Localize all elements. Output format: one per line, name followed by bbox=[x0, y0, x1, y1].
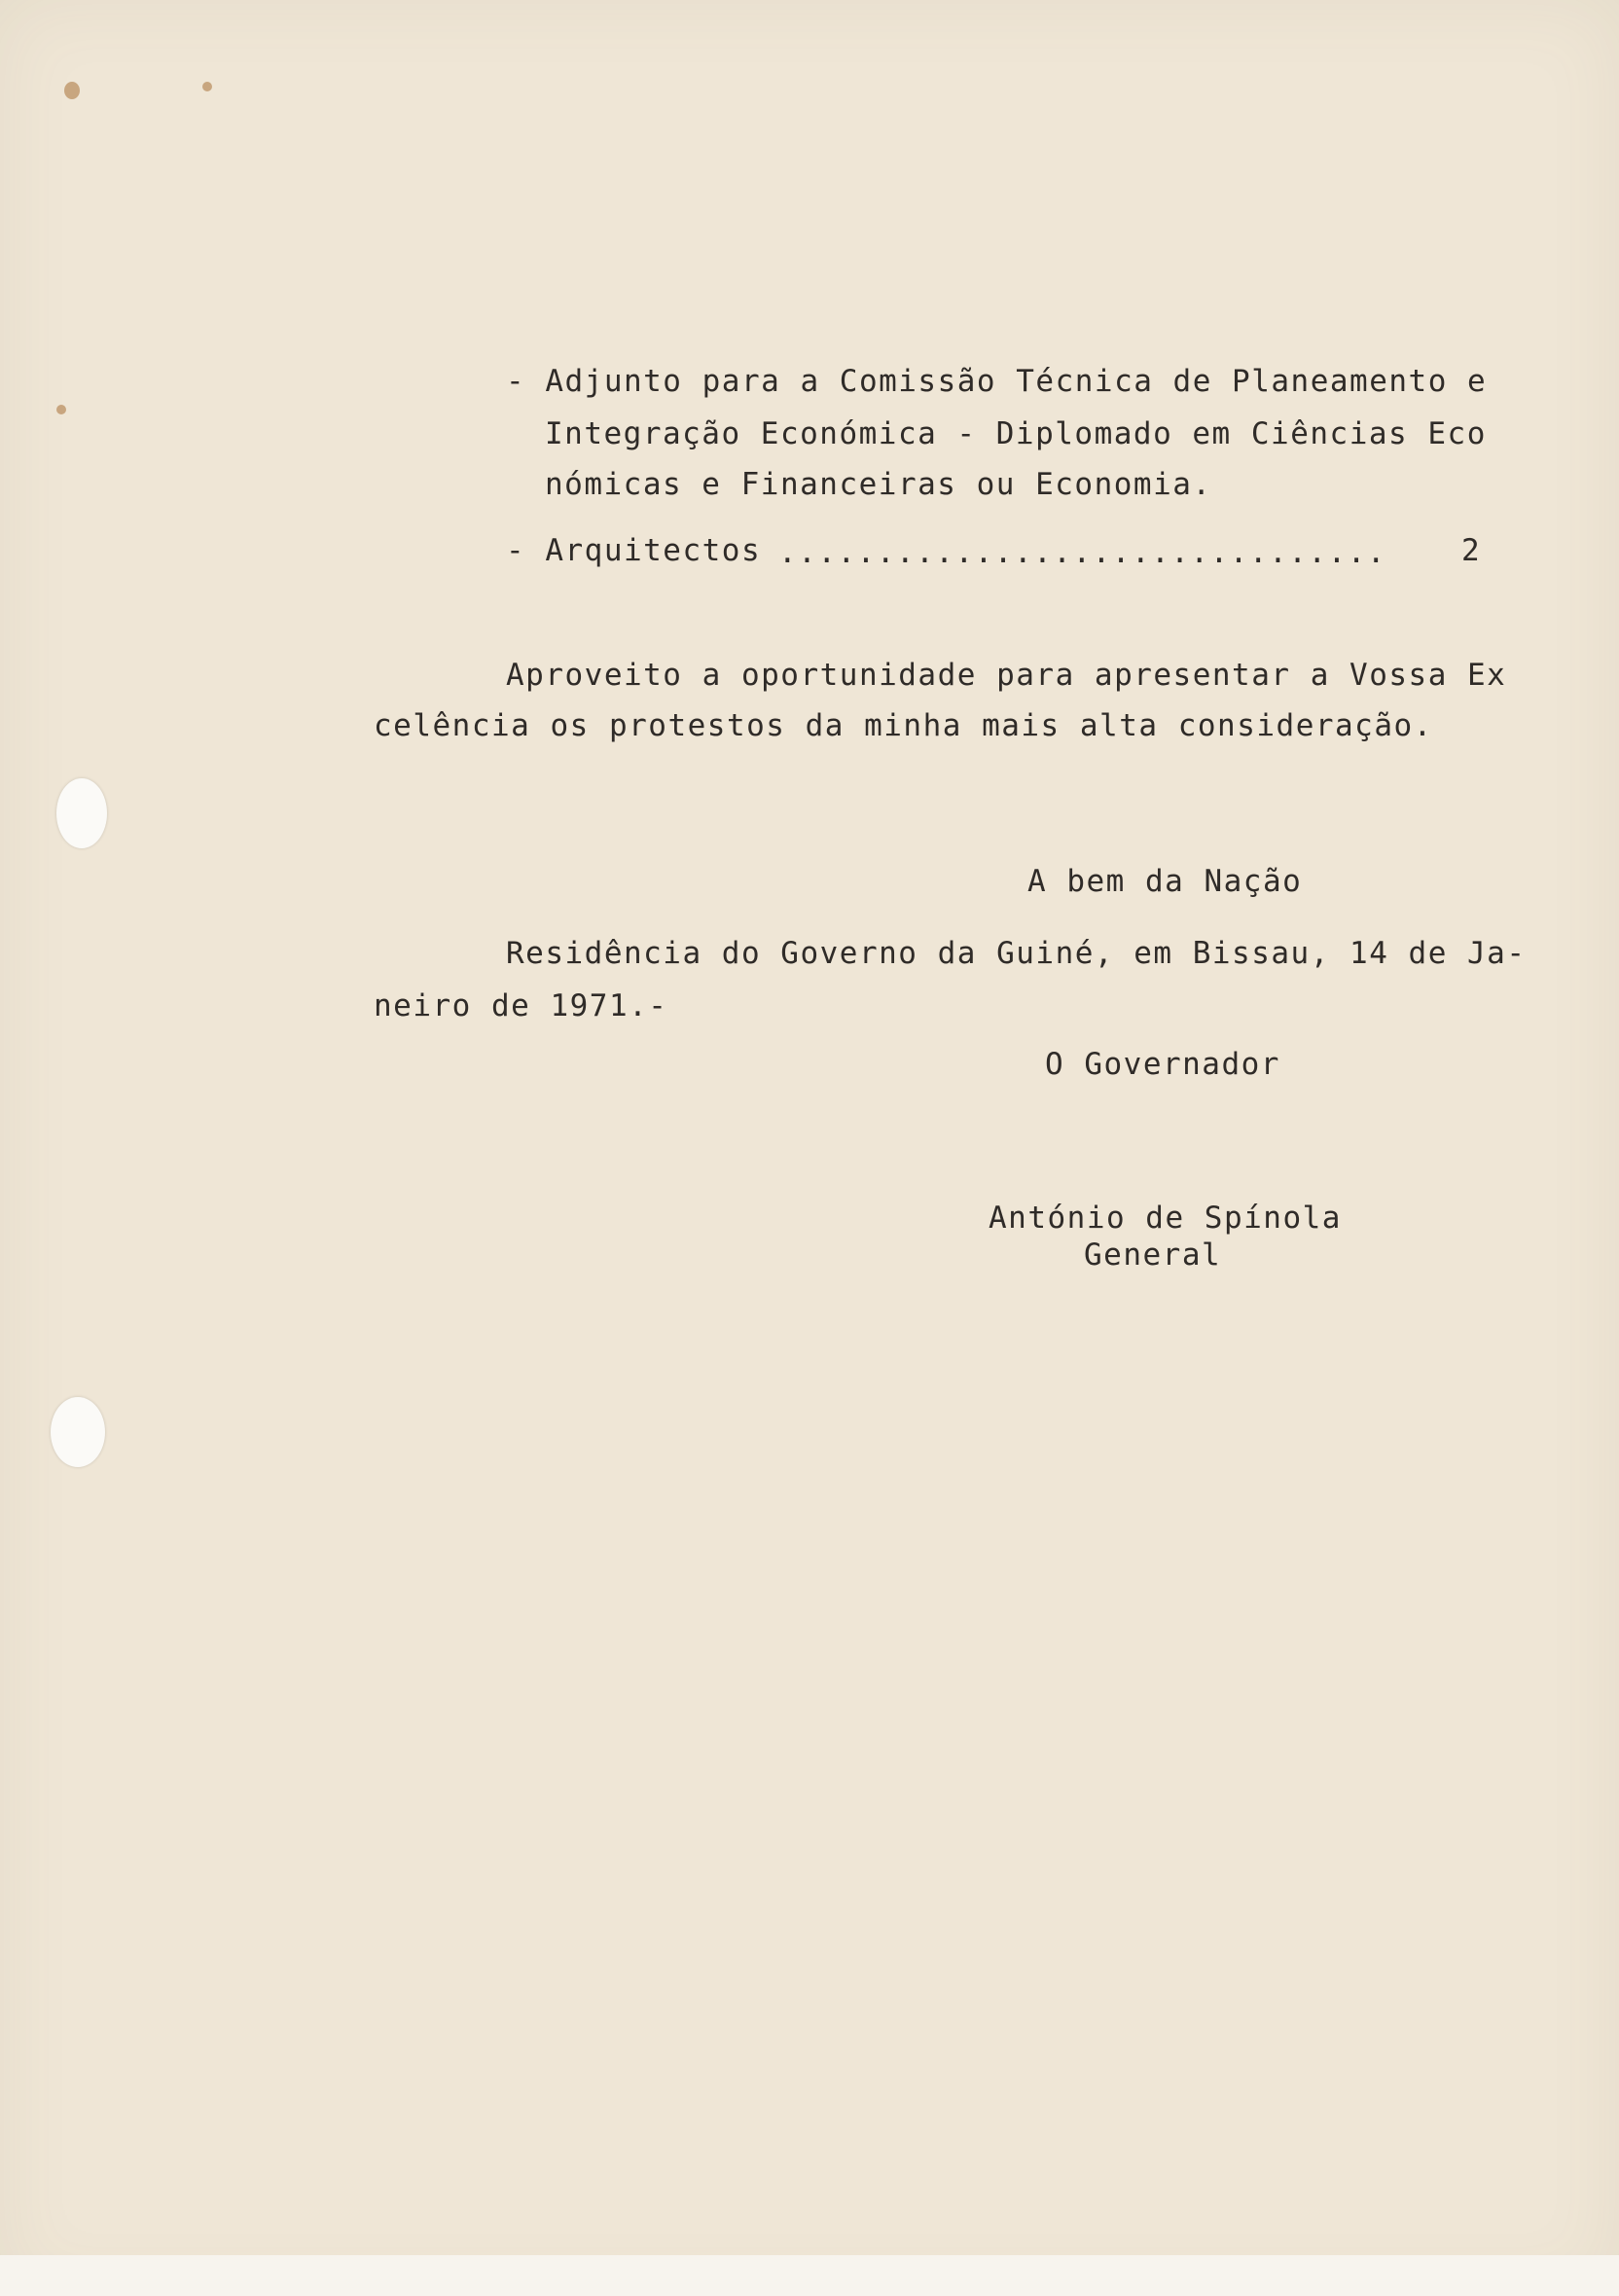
rust-stain bbox=[56, 405, 66, 414]
page-edge bbox=[0, 2255, 1619, 2296]
punch-hole-top bbox=[56, 778, 107, 848]
closing-paragraph-line2: celência os protestos da minha mais alta consideração. bbox=[374, 708, 1433, 743]
place-date-line1: Residência do Governo da Guiné, em Bissau, 14 de Ja- bbox=[506, 936, 1527, 971]
rust-stain bbox=[64, 82, 80, 99]
rust-stain bbox=[202, 82, 212, 91]
list-item-adjunto-line2: Integração Económica - Diplomado em Ciências Eco bbox=[545, 416, 1487, 451]
signatory-name: António de Spínola bbox=[989, 1201, 1342, 1236]
punch-hole-bottom bbox=[51, 1397, 105, 1467]
place-date-line2: neiro de 1971.- bbox=[374, 988, 668, 1023]
closing-paragraph-line1: Aproveito a oportunidade para apresentar a Vossa Ex bbox=[506, 658, 1507, 693]
list-item-adjunto-line1: - Adjunto para a Comissão Técnica de Planeamento e bbox=[506, 364, 1488, 399]
signatory-title: O Governador bbox=[1045, 1047, 1280, 1082]
list-item-adjunto-line3: nómicas e Financeiras ou Economia. bbox=[545, 467, 1212, 502]
list-item-arquitectos-count: 2 bbox=[1461, 533, 1482, 568]
list-item-arquitectos-label: - Arquitectos bbox=[506, 533, 762, 568]
signatory-rank: General bbox=[1084, 1238, 1222, 1273]
dot-leader: ............................... bbox=[778, 535, 1387, 570]
salutation: A bem da Nação bbox=[1027, 864, 1303, 899]
